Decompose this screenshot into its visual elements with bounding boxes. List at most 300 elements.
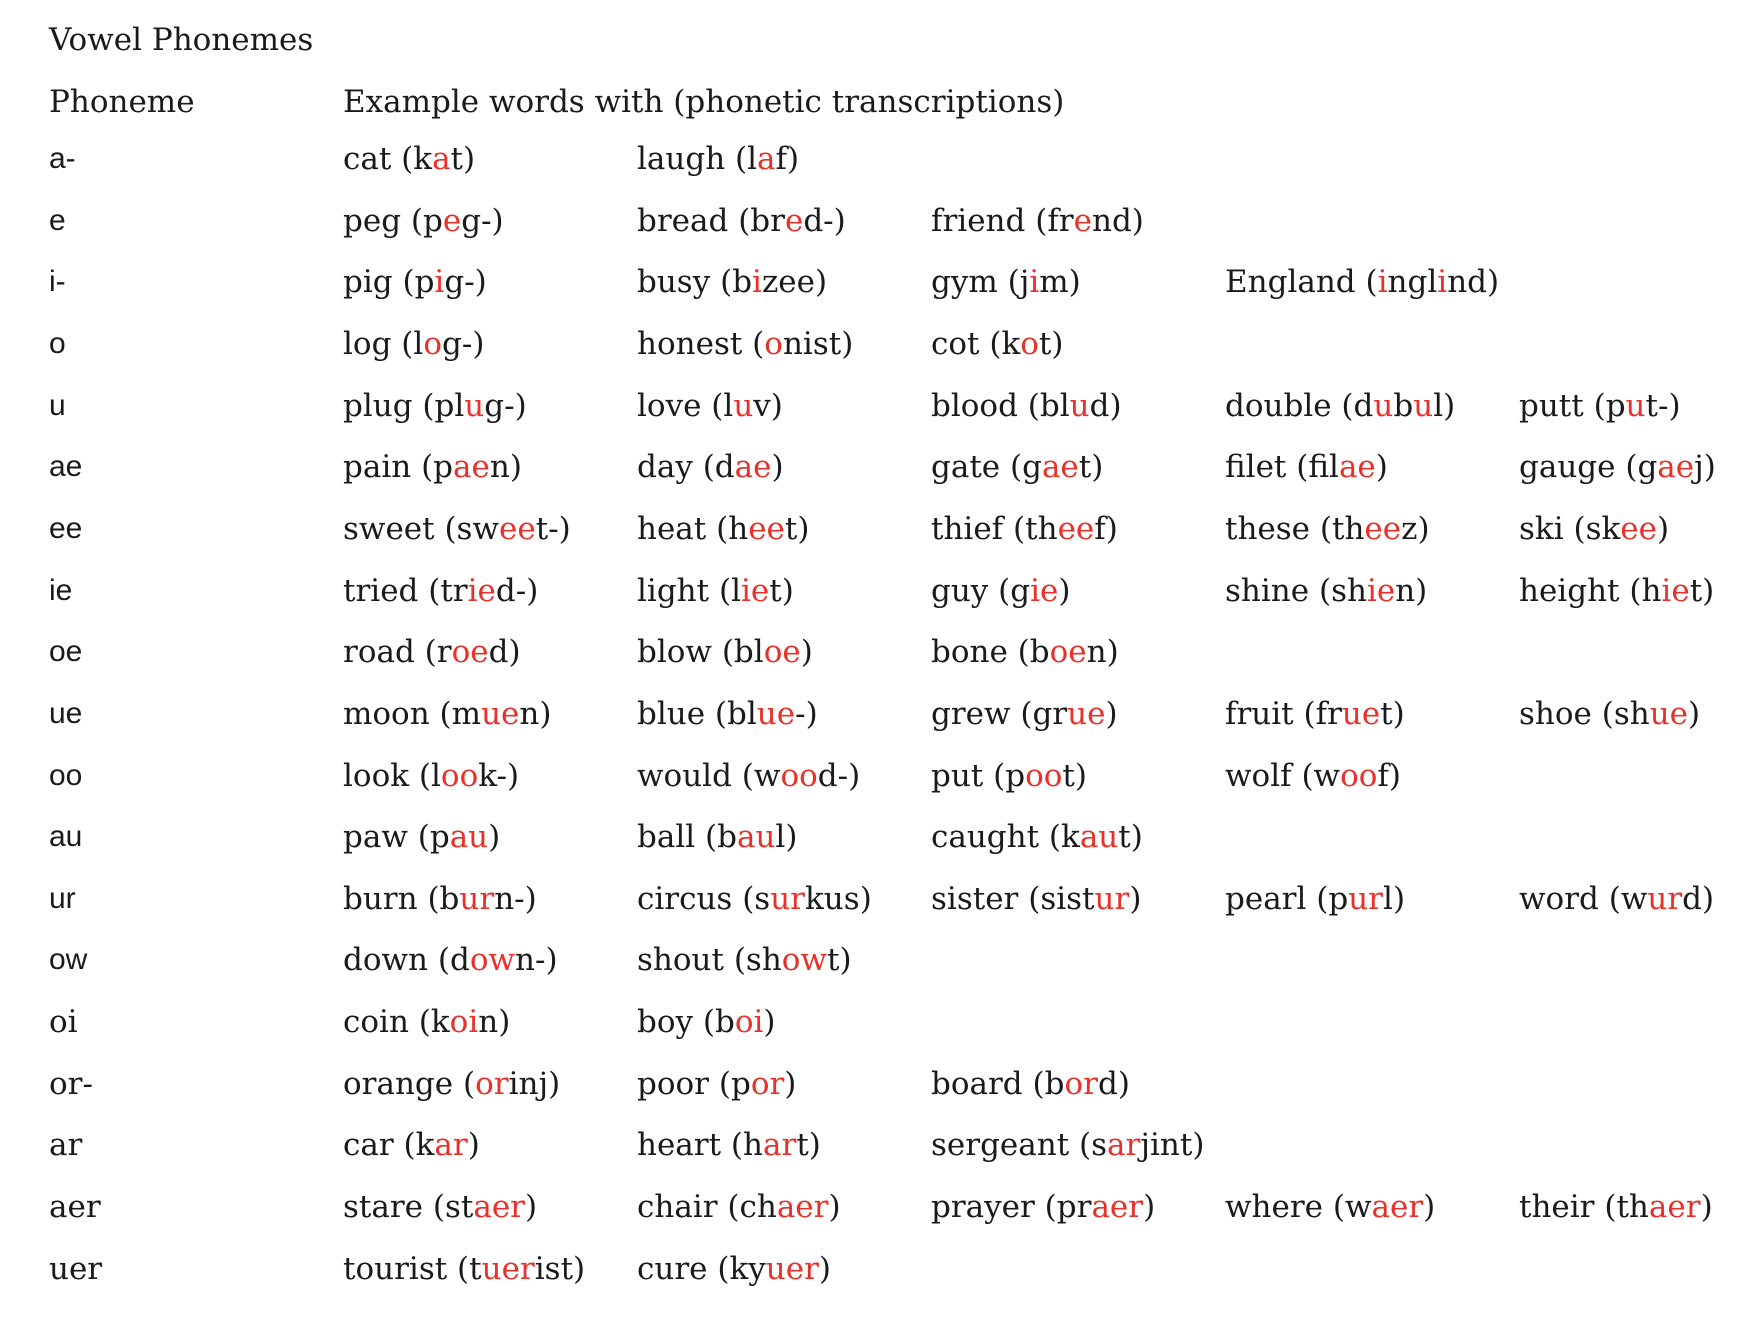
transcription-segment: sk (1585, 510, 1621, 547)
transcription-segment: fil (1308, 449, 1339, 486)
example-word-text: would (637, 757, 732, 794)
example-word-text: bread (637, 202, 729, 239)
phoneme-column-header: Phoneme (49, 84, 195, 120)
example-word: moon (muen) (343, 695, 552, 732)
example-word-text: circus (637, 880, 733, 917)
transcription-segment: n (489, 449, 510, 486)
example-word-text: busy (637, 264, 711, 301)
example-word: road (roed) (343, 634, 521, 671)
transcription-segment: tr (440, 572, 468, 609)
example-word: sergeant (sarjint) (931, 1127, 1205, 1164)
example-word: prayer (praer) (931, 1189, 1156, 1226)
transcription-segment: g- (461, 202, 492, 239)
example-word-text: moon (343, 695, 430, 732)
example-word: pearl (purl) (1225, 880, 1406, 917)
example-word-text: pearl (1225, 880, 1307, 917)
example-word-text: down (343, 942, 429, 979)
highlighted-phoneme: or (750, 1065, 785, 1102)
example-word-text: pain (343, 449, 412, 486)
transcription-segment: b (732, 264, 753, 301)
transcription-segment: l (747, 141, 758, 177)
transcription-segment: k (430, 1004, 450, 1041)
transcription-segment: sw (456, 510, 499, 547)
phoneme-row (0, 756, 1738, 818)
transcription-segment: r (436, 634, 452, 671)
example-word: orange (orinj) (343, 1065, 561, 1102)
phoneme-label: aer (49, 1189, 101, 1226)
transcription-segment: s (1091, 1127, 1108, 1164)
transcription-segment: w (1620, 880, 1648, 917)
example-word: shout (showt) (637, 942, 852, 979)
examples-column-header: Example words with (phonetic transcriptions) (343, 84, 1065, 120)
transcription-segment: t (796, 1127, 809, 1164)
transcription-segment: p (433, 449, 454, 486)
highlighted-phoneme: i (1437, 264, 1448, 301)
phoneme-row (0, 1002, 1738, 1064)
transcription-segment: t (769, 572, 782, 609)
transcription-segment: fr (1047, 202, 1074, 239)
highlighted-phoneme: ue (1649, 695, 1689, 732)
highlighted-phoneme: i (434, 264, 445, 301)
phoneme-row (0, 817, 1738, 879)
example-word: boy (boi) (637, 1004, 776, 1041)
example-word: paw (pau) (343, 819, 501, 856)
transcription-segment: nist (782, 325, 842, 362)
highlighted-phoneme: ar (1107, 1127, 1141, 1164)
example-word-text: laugh (637, 141, 726, 177)
highlighted-phoneme: ae (734, 449, 772, 486)
highlighted-phoneme: aer (1091, 1189, 1144, 1226)
phoneme-row (0, 1064, 1738, 1126)
example-word-text: fruit (1225, 695, 1294, 732)
example-word: shoe (shue) (1519, 695, 1701, 732)
highlighted-phoneme: ae (1338, 449, 1376, 486)
transcription-segment: d (1682, 880, 1703, 917)
transcription-segment: g- (441, 325, 473, 362)
transcription-segment: t (1118, 819, 1131, 856)
transcription-segment: d- (803, 202, 834, 239)
example-word-text: blood (931, 387, 1018, 424)
transcription-segment: sh (1331, 572, 1367, 609)
transcription-segment: pr (1056, 1189, 1092, 1226)
phoneme-row (0, 1187, 1738, 1249)
transcription-segment: t (1038, 325, 1052, 362)
transcription-segment: p (1605, 387, 1626, 424)
example-word-text: word (1519, 880, 1599, 917)
transcription-segment: n (519, 695, 540, 732)
phoneme-label: ur (49, 881, 76, 915)
phoneme-row (0, 139, 1738, 201)
highlighted-phoneme: au (736, 819, 776, 856)
transcription-segment: ch (739, 1189, 777, 1226)
highlighted-phoneme: oo (1025, 757, 1063, 794)
transcription-segment: p (1005, 757, 1026, 794)
example-word-text: shine (1225, 572, 1310, 609)
phoneme-label: e (49, 203, 66, 237)
highlighted-phoneme: ue (1067, 695, 1106, 732)
transcription-segment: t (784, 510, 798, 547)
transcription-segment: m (1039, 264, 1069, 301)
example-word-text: love (637, 387, 702, 424)
transcription-segment: bl (733, 634, 764, 671)
example-word-text: filet (1225, 449, 1287, 486)
example-word: busy (bizee) (637, 264, 828, 301)
phoneme-row (0, 879, 1738, 941)
example-word: ball (baul) (637, 819, 798, 856)
highlighted-phoneme: ur (1647, 880, 1683, 917)
example-word-text: chair (637, 1189, 718, 1226)
highlighted-phoneme: ie (467, 572, 496, 609)
transcription-segment: h (1641, 572, 1662, 609)
example-word-text: car (343, 1127, 394, 1164)
transcription-segment: t (469, 1250, 482, 1287)
transcription-segment: b (717, 819, 737, 856)
example-word-text: shout (637, 942, 724, 979)
transcription-segment: bl (727, 695, 757, 732)
transcription-segment: f (1094, 510, 1106, 547)
transcription-segment: t (1689, 572, 1703, 609)
example-word-text: ski (1519, 510, 1564, 547)
highlighted-phoneme: ee (748, 510, 785, 547)
transcription-segment: inj (508, 1065, 549, 1102)
transcription-segment: p (423, 202, 443, 239)
transcription-segment: l (723, 387, 734, 424)
transcription-segment: d- (817, 757, 849, 794)
example-word: honest (onist) (637, 325, 854, 362)
transcription-segment: l (775, 819, 786, 856)
transcription-segment: sh (1613, 695, 1650, 732)
example-word-text: these (1225, 510, 1311, 547)
transcription-segment: k (415, 1127, 435, 1164)
highlighted-phoneme: oo (780, 757, 818, 794)
highlighted-phoneme: i (752, 264, 762, 301)
phoneme-row (0, 571, 1738, 633)
highlighted-phoneme: ow (469, 942, 516, 979)
highlighted-phoneme: u (1413, 387, 1434, 424)
highlighted-phoneme: uer (481, 1250, 535, 1287)
transcription-segment: l (1433, 387, 1444, 424)
highlighted-phoneme: ie (740, 572, 770, 609)
example-word: laugh (laf) (637, 141, 800, 177)
example-word-text: pig (343, 264, 393, 301)
highlighted-phoneme: ie (1030, 572, 1059, 609)
phoneme-row (0, 694, 1738, 756)
example-word: gym (jim) (931, 264, 1081, 301)
example-word-text: tried (343, 572, 419, 609)
transcription-segment: k (1001, 325, 1021, 362)
transcription-segment: s (754, 880, 771, 917)
transcription-segment: l (1383, 880, 1393, 917)
phoneme-row (0, 386, 1738, 448)
transcription-segment: w (753, 757, 781, 794)
example-word: tried (tried-) (343, 572, 539, 609)
example-word: pig (pig-) (343, 264, 487, 301)
highlighted-phoneme: oo (440, 757, 479, 794)
phoneme-row (0, 1125, 1738, 1187)
transcription-segment: g (1010, 572, 1031, 609)
phoneme-row (0, 324, 1738, 386)
example-word: fruit (fruet) (1225, 695, 1405, 732)
example-word: day (dae) (637, 449, 784, 486)
example-word: heat (heet) (637, 510, 810, 547)
transcription-segment: d (488, 634, 509, 671)
example-word: gate (gaet) (931, 449, 1104, 486)
example-word-text: height (1519, 572, 1620, 609)
example-word-text: burn (343, 880, 418, 917)
example-word: guy (gie) (931, 572, 1071, 609)
example-word-text: board (931, 1065, 1023, 1102)
transcription-segment: d (1089, 387, 1110, 424)
highlighted-phoneme: oi (449, 1004, 479, 1041)
phoneme-label: ie (49, 573, 73, 607)
phoneme-label: oi (49, 1004, 78, 1041)
transcription-segment: t (1078, 449, 1092, 486)
transcription-segment: w (1313, 757, 1341, 794)
example-word: down (down-) (343, 942, 558, 979)
example-word: peg (peg-) (343, 202, 504, 239)
example-word: car (kar) (343, 1127, 480, 1164)
transcription-segment: t (1062, 757, 1075, 794)
example-word-text: blue (637, 695, 706, 732)
transcription-segment: g- (444, 264, 475, 301)
highlighted-phoneme: au (449, 819, 489, 856)
phoneme-label: u (49, 388, 66, 422)
phoneme-row (0, 632, 1738, 694)
transcription-segment: zee (761, 264, 815, 301)
transcription-segment: l (430, 757, 441, 794)
example-word-text: poor (637, 1065, 709, 1102)
transcription-segment: p (1328, 880, 1349, 917)
transcription-segment: gr (1032, 695, 1068, 732)
highlighted-phoneme: ee (499, 510, 536, 547)
highlighted-phoneme: e (442, 202, 462, 239)
transcription-segment: d (1097, 1065, 1118, 1102)
transcription-segment: f (775, 141, 788, 177)
highlighted-phoneme: u (1625, 387, 1646, 424)
example-word: shine (shien) (1225, 572, 1428, 609)
example-word: cot (kot) (931, 325, 1064, 362)
highlighted-phoneme: aer (1648, 1189, 1701, 1226)
example-word: double (dubul) (1225, 387, 1456, 424)
example-word: grew (grue) (931, 695, 1118, 732)
phoneme-row (0, 1249, 1738, 1311)
example-word: would (wood-) (637, 757, 861, 794)
highlighted-phoneme: aer (473, 1189, 525, 1226)
example-word-text: double (1225, 387, 1332, 424)
example-word: poor (por) (637, 1065, 797, 1102)
page-title: Vowel Phonemes (49, 22, 314, 58)
transcription-segment: j (1019, 264, 1030, 301)
example-word-text: ball (637, 819, 696, 856)
example-word-text: sergeant (931, 1127, 1070, 1164)
example-word: gauge (gaej) (1519, 449, 1716, 486)
transcription-segment: d- (495, 572, 527, 609)
transcription-segment: nd (1447, 264, 1487, 301)
example-word-text: stare (343, 1189, 424, 1226)
highlighted-phoneme: ow (781, 942, 827, 979)
transcription-segment: t (1380, 695, 1393, 732)
example-word-text: road (343, 634, 415, 671)
example-word-text: look (343, 757, 410, 794)
transcription-segment: t (827, 942, 840, 979)
example-word-text: coin (343, 1004, 409, 1041)
phoneme-label: uer (49, 1250, 103, 1287)
transcription-segment: b (439, 880, 460, 917)
example-word: heart (hart) (637, 1127, 821, 1164)
transcription-segment: ky (729, 1250, 766, 1287)
transcription-segment: kus (805, 880, 860, 917)
example-word: coin (koin) (343, 1004, 511, 1041)
transcription-segment: n (1086, 634, 1107, 671)
transcription-segment: pl (434, 387, 465, 424)
phoneme-row (0, 201, 1738, 263)
transcription-segment: g (1637, 449, 1658, 486)
transcription-segment: k- (478, 757, 507, 794)
highlighted-phoneme: u (733, 387, 754, 424)
example-word-text: bone (931, 634, 1008, 671)
example-word: bone (boen) (931, 634, 1119, 671)
transcription-segment: b (1393, 387, 1414, 424)
highlighted-phoneme: ar (434, 1127, 468, 1164)
example-word-text: cot (931, 325, 980, 362)
example-word-text: gauge (1519, 449, 1616, 486)
example-word: blood (blud) (931, 387, 1122, 424)
highlighted-phoneme: ae (1657, 449, 1695, 486)
example-word-text: grew (931, 695, 1011, 732)
highlighted-phoneme: o (1020, 325, 1039, 362)
example-word-text: plug (343, 387, 413, 424)
phoneme-label: ue (49, 696, 83, 730)
transcription-segment: n- (494, 880, 525, 917)
highlighted-phoneme: ae (1041, 449, 1079, 486)
example-word-text: log (343, 325, 392, 362)
phoneme-label: au (49, 820, 83, 854)
example-word-text: wolf (1225, 757, 1292, 794)
transcription-segment: d (1353, 387, 1374, 424)
phoneme-label: ar (49, 1127, 83, 1164)
highlighted-phoneme: ue (1341, 695, 1381, 732)
example-word: love (luv) (637, 387, 783, 424)
example-word-text: heart (637, 1127, 722, 1164)
highlighted-phoneme: ar (763, 1127, 797, 1164)
example-word-text: peg (343, 202, 402, 239)
transcription-segment: bl (1039, 387, 1070, 424)
example-word: filet (filae) (1225, 449, 1388, 486)
example-word: put (poot) (931, 757, 1087, 794)
highlighted-phoneme: aer (1371, 1189, 1424, 1226)
example-word-text: England (1225, 264, 1356, 301)
phoneme-row (0, 940, 1738, 1002)
transcription-segment: t (450, 141, 464, 177)
transcription-segment: n- (515, 942, 546, 979)
phoneme-label: ow (49, 943, 88, 977)
highlighted-phoneme: u (1373, 387, 1394, 424)
transcription-segment: th (1025, 510, 1058, 547)
transcription-segment: h (743, 1127, 763, 1164)
transcription-segment: n (478, 1004, 499, 1041)
example-word-text: sister (931, 880, 1019, 917)
example-word-text: light (637, 572, 710, 609)
example-word-text: put (931, 757, 984, 794)
transcription-segment: b (1044, 1065, 1065, 1102)
example-word: look (look-) (343, 757, 520, 794)
transcription-segment: d (449, 942, 470, 979)
highlighted-phoneme: ee (1364, 510, 1402, 547)
example-word: log (log-) (343, 325, 485, 362)
highlighted-phoneme: aer (776, 1189, 829, 1226)
example-word-text: cure (637, 1250, 708, 1287)
highlighted-phoneme: e (784, 202, 804, 239)
highlighted-phoneme: ur (459, 880, 495, 917)
phoneme-label: oe (49, 635, 83, 669)
example-word-text: tourist (343, 1250, 448, 1287)
transcription-segment: br (750, 202, 785, 239)
example-word: blue (blue-) (637, 695, 818, 732)
highlighted-phoneme: e (1073, 202, 1092, 239)
example-word-text: boy (637, 1004, 694, 1041)
transcription-segment: p (730, 1065, 751, 1102)
example-word: plug (plug-) (343, 387, 527, 424)
transcription-segment: k (1061, 819, 1080, 856)
highlighted-phoneme: u (464, 387, 485, 424)
highlighted-phoneme: oe (763, 634, 801, 671)
transcription-segment: l (731, 572, 741, 609)
example-word: pain (paen) (343, 449, 522, 486)
transcription-segment: f (1377, 757, 1389, 794)
example-word: circus (surkus) (637, 880, 872, 917)
example-word: caught (kaut) (931, 819, 1143, 856)
transcription-segment: st (444, 1189, 474, 1226)
transcription-segment: v (753, 387, 771, 424)
transcription-segment: jint (1140, 1127, 1193, 1164)
example-word-text: guy (931, 572, 989, 609)
phoneme-label: i- (49, 265, 66, 299)
example-word-text: prayer (931, 1189, 1035, 1226)
highlighted-phoneme: a (432, 141, 451, 177)
phoneme-label: ae (49, 450, 83, 484)
example-word-text: heat (637, 510, 707, 547)
transcription-segment: l (413, 325, 424, 362)
transcription-segment: th (1616, 1189, 1649, 1226)
example-word: bread (bred-) (637, 202, 846, 239)
example-word: putt (put-) (1519, 387, 1681, 424)
phoneme-label: oo (49, 758, 83, 792)
transcription-segment: th (1331, 510, 1365, 547)
example-word: England (inglind) (1225, 264, 1500, 301)
example-word-text: orange (343, 1065, 454, 1102)
transcription-segment: p (414, 264, 435, 301)
example-word: ski (skee) (1519, 510, 1670, 547)
highlighted-phoneme: u (1069, 387, 1090, 424)
example-word-text: friend (931, 202, 1026, 239)
transcription-segment: d (714, 449, 735, 486)
example-word-text: sweet (343, 510, 435, 547)
transcription-segment: w (1344, 1189, 1372, 1226)
highlighted-phoneme: ur (1348, 880, 1384, 917)
example-word-text: honest (637, 325, 743, 362)
example-word: stare (staer) (343, 1189, 538, 1226)
example-word: chair (chaer) (637, 1189, 841, 1226)
example-word-text: putt (1519, 387, 1584, 424)
transcription-segment: ist (534, 1250, 574, 1287)
example-word-text: caught (931, 819, 1040, 856)
phoneme-label: o (49, 326, 66, 360)
example-word: board (bord) (931, 1065, 1130, 1102)
example-word-text: thief (931, 510, 1004, 547)
example-word-text: day (637, 449, 693, 486)
transcription-segment: sist (1040, 880, 1095, 917)
transcription-segment: h (728, 510, 749, 547)
